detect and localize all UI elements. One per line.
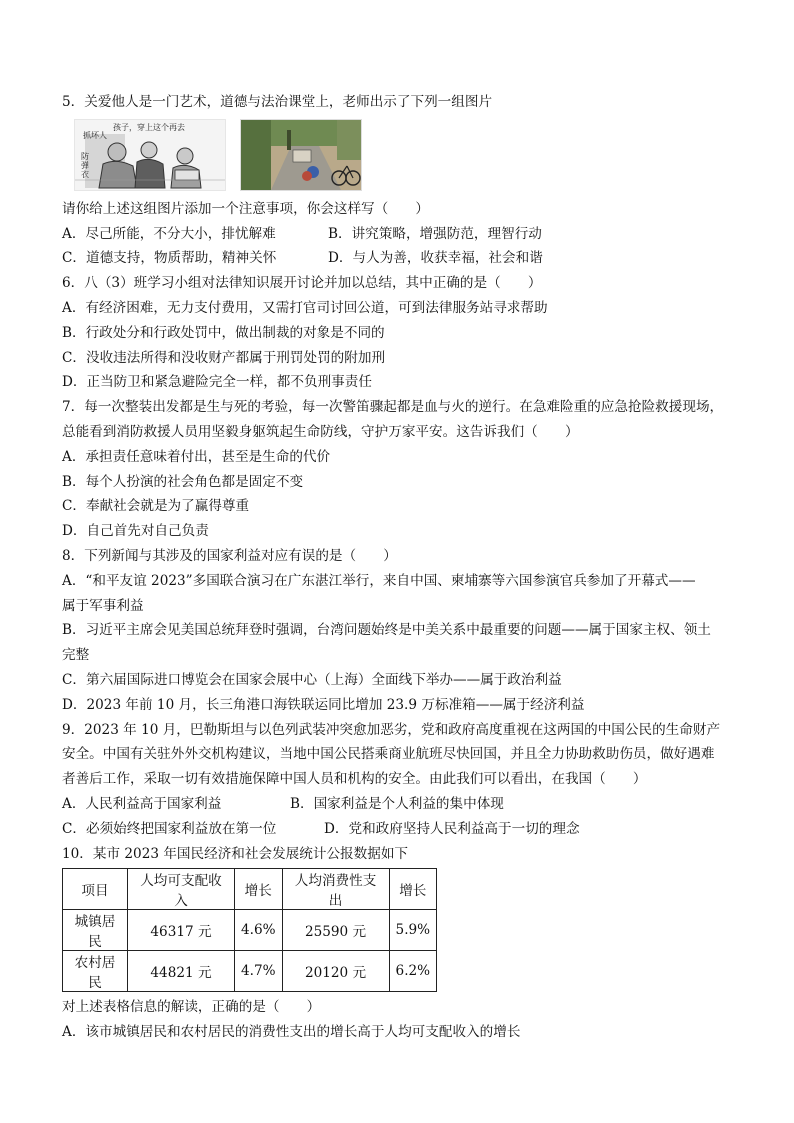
q5-stem: 5．关爱他人是一门艺术，道德与法治课堂上，老师出示了下列一组图片 — [62, 94, 493, 110]
q6-option-a[interactable]: A．有经济困难，无力支付费用，又需打官司讨回公道，可到法律服务站寻求帮助 — [62, 299, 548, 316]
q6-option-c[interactable]: C．没收违法所得和没收财产都属于刑罚处罚的附加刑 — [62, 349, 386, 366]
q9-stem-line-2: 安全。中国有关驻外外交机构建议，当地中国公民搭乘商业航班尽快回国，并且全力协助救助伤员，做好遇难 — [62, 746, 715, 763]
table-cell: 4.6% — [235, 910, 283, 951]
q8-option-d[interactable]: D．2023 年前 10 月，长三角港口海铁联运同比增加 23.9 万标准箱——属于经济利益 — [62, 696, 585, 713]
q8-option-b-line-1[interactable]: B．习近平主席会见美国总统拜登时强调，台湾问题始终是中美关系中最重要的问题——属于国家主权、领土 — [62, 622, 711, 639]
q5-prompt: 请你给上述这组图片添加一个注意事项，你会这样写（ ） — [62, 200, 430, 217]
q7-option-a[interactable]: A．承担责任意味着付出，甚至是生命的代价 — [62, 448, 331, 465]
q9-option-c[interactable]: C．必须始终把国家利益放在第一位 — [62, 820, 277, 837]
q7-option-c[interactable]: C．奉献社会就是为了赢得尊重 — [62, 498, 250, 515]
table-header-cell: 增长 — [389, 869, 437, 910]
q5-option-a[interactable]: A．尽己所能，不分大小，排忧解难 — [62, 225, 276, 242]
q10-option-a[interactable]: A．该市城镇居民和农村居民的消费性支出的增长高于人均可支配收入的增长 — [62, 1024, 521, 1041]
table-cell: 44821 元 — [128, 951, 235, 992]
statistics-table — [62, 868, 437, 992]
q7-stem-line-2: 总能看到消防救援人员用坚毅身躯筑起生命防线，守护万家平安。这告诉我们（ ） — [62, 423, 579, 440]
q9-option-row — [62, 792, 752, 817]
table-row — [63, 910, 437, 951]
q9-option-row — [62, 817, 752, 842]
cartoon-caption-left: 抓坏人 — [83, 130, 107, 140]
q5-option-c[interactable]: C．道德支持，物质帮助，精神关怀 — [62, 250, 277, 267]
table-cell: 5.9% — [389, 910, 437, 951]
table-row — [63, 951, 437, 992]
police-cartoon-image — [74, 119, 226, 191]
q9-option-d[interactable]: D．党和政府坚持人民利益高于一切的理念 — [324, 820, 580, 837]
q10-stem: 10．某市 2023 年国民经济和社会发展统计公报数据如下 — [62, 845, 409, 862]
table-cell: 农村居民 — [63, 951, 128, 992]
exam-page — [62, 90, 752, 1045]
q8-option-b-line-2[interactable]: 完整 — [62, 647, 90, 664]
street-photo-image — [240, 119, 362, 191]
q7-option-d[interactable]: D．自己首先对自己负责 — [62, 523, 209, 540]
q9-stem-line-1: 9．2023 年 10 月，巴勒斯坦与以色列武装冲突愈加恶劣，党和政府高度重视在这两国的中国公民的生命财产 — [62, 721, 721, 738]
q6-option-b[interactable]: B．行政处分和行政处罚中，做出制裁的对象是不同的 — [62, 324, 385, 341]
table-header-cell: 增长 — [235, 869, 283, 910]
q5-option-b[interactable]: B．讲究策略，增强防范，理智行动 — [328, 225, 542, 242]
q7-stem-line-1: 7．每一次整装出发都是生与死的考验，每一次警笛骤起都是血与火的逆行。在急难险重的应急抢险救援现场， — [62, 399, 724, 416]
table-header-cell: 人均可支配收入 — [128, 869, 235, 910]
table-cell: 4.7% — [235, 951, 283, 992]
table-header-cell: 人均消费性支出 — [282, 869, 389, 910]
street-scene-icon — [241, 120, 361, 190]
q9-option-a[interactable]: A．人民利益高于国家利益 — [62, 795, 222, 812]
table-header-row — [63, 869, 437, 910]
q8-option-a-line-1[interactable]: A．“和平友谊 2023”多国联合演习在广东湛江举行，来自中国、柬埔寨等六国参演官兵参加了开幕式—— — [62, 572, 696, 589]
table-cell: 46317 元 — [128, 910, 235, 951]
table-cell: 25590 元 — [282, 910, 389, 951]
q5-images — [74, 119, 752, 191]
table-header-cell: 项目 — [63, 869, 128, 910]
q6-option-d[interactable]: D．正当防卫和紧急避险完全一样，都不负刑事责任 — [62, 374, 372, 391]
q5-option-row — [62, 222, 752, 247]
table-cell: 20120 元 — [282, 951, 389, 992]
q8-stem: 8．下列新闻与其涉及的国家利益对应有误的是（ ） — [62, 547, 397, 564]
q9-option-b[interactable]: B．国家利益是个人利益的集中体现 — [290, 795, 504, 812]
q7-option-b[interactable]: B．每个人扮演的社会角色都是固定不变 — [62, 473, 304, 490]
q10-prompt: 对上述表格信息的解读，正确的是（ ） — [62, 999, 321, 1016]
q8-option-a-line-2[interactable]: 属于军事利益 — [62, 597, 144, 614]
q5-option-row — [62, 246, 752, 271]
table-cell: 6.2% — [389, 951, 437, 992]
cartoon-caption-vest: 防弹衣 — [81, 151, 89, 179]
cartoon-caption-top: 孩子，穿上这个再去 — [113, 122, 185, 132]
q8-option-c[interactable]: C．第六届国际进口博览会在国家会展中心（上海）全面线下举办——属于政治利益 — [62, 671, 562, 688]
q6-stem: 6．八（3）班学习小组对法律知识展开讨论并加以总结，其中正确的是（ ） — [62, 275, 542, 292]
q9-stem-line-3: 者善后工作，采取一切有效措施保障中国人员和机构的安全。由此我们可以看出，在我国（ ） — [62, 771, 647, 788]
table-cell: 城镇居民 — [63, 910, 128, 951]
q5-option-d[interactable]: D．与人为善，收获幸福，社会和谐 — [328, 250, 543, 267]
